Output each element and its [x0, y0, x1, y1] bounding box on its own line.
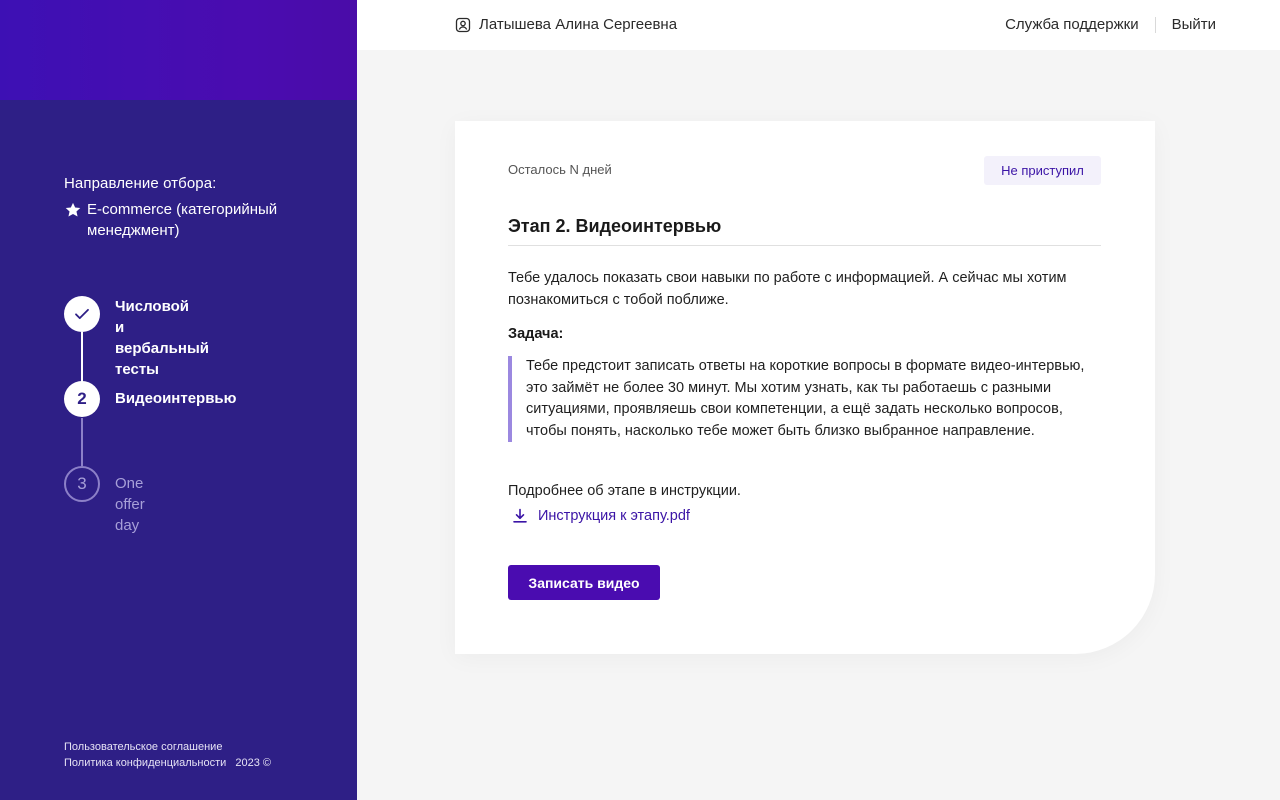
step-tests[interactable]	[64, 296, 209, 380]
user-profile[interactable]	[455, 16, 677, 33]
step-number: 3	[64, 466, 100, 502]
direction-row	[64, 199, 317, 241]
title-divider	[508, 245, 1101, 246]
step-connector	[81, 418, 83, 466]
top-header	[357, 0, 1280, 50]
task-label: Задача:	[508, 326, 564, 342]
support-link[interactable]: Служба поддержки	[1005, 16, 1139, 33]
check-icon	[73, 305, 91, 323]
copyright: 2023 ©	[235, 757, 271, 769]
stage-title: Этап 2. Видеоинтервью	[508, 216, 722, 236]
direction-title: Направление отбора:	[64, 175, 217, 192]
step-label-line: Числовой	[115, 298, 190, 315]
step-label	[115, 296, 209, 380]
logout-link[interactable]: Выйти	[1171, 16, 1216, 33]
step-label: One offer day	[115, 475, 145, 534]
step-label-line: и вербальный тесты	[115, 319, 209, 378]
step-number: 2	[64, 381, 100, 417]
pdf-link-label: Инструкция к этапу.pdf	[538, 508, 690, 524]
header-divider	[1155, 17, 1156, 33]
user-icon	[455, 17, 471, 33]
task-description: Тебе предстоит записать ответы на короткие вопросы в формате видео-интервью, это займёт не более 30 минут. Мы хотим узнать, как ты работаешь с разными ситуациями, проявляешь свои компетенции, а ещё задать несколько вопросов, чтобы понять, насколько тебе может быть близко выбранное направление.	[508, 356, 1101, 442]
instruction-pdf-link[interactable]	[512, 508, 690, 524]
user-name: Латышева Алина Сергеевна	[479, 16, 678, 33]
sidebar	[0, 0, 357, 800]
privacy-policy-link[interactable]: Политика конфиденциальности	[64, 757, 227, 769]
sidebar-footer	[64, 739, 271, 771]
days-left: Осталось N дней	[508, 162, 612, 177]
more-info-text: Подробнее об этапе в инструкции.	[508, 483, 741, 499]
star-icon	[64, 201, 82, 219]
download-icon	[512, 508, 528, 524]
step-done-circle	[64, 296, 100, 332]
direction-name: E-commerce (категорийный менеджмент)	[87, 201, 278, 239]
record-video-button[interactable]: Записать видео	[508, 565, 660, 600]
user-agreement-link[interactable]: Пользовательское соглашение	[64, 741, 223, 753]
intro-text: Тебе удалось показать свои навыки по работе с информацией. А сейчас мы хотим познакомиться с тобой поближе.	[508, 270, 1067, 308]
status-badge: Не приступил	[984, 156, 1101, 185]
step-label: Видеоинтервью	[115, 390, 237, 407]
stage-card	[455, 121, 1155, 654]
step-video-interview[interactable]	[64, 381, 236, 417]
step-offer-day[interactable]	[64, 466, 145, 536]
sidebar-top-band	[0, 0, 357, 100]
header-actions	[1005, 16, 1216, 33]
